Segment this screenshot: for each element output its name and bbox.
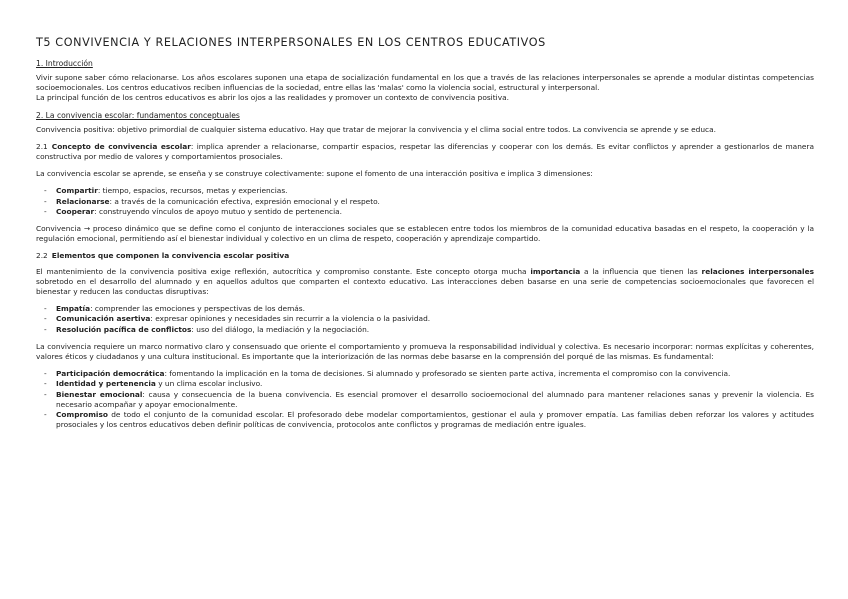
list-item: - Participación democrática: fomentando la implicación en la toma de decisiones. Si alumnado y profesorado se sienten parte activa, incrementa el compromiso con la convivencia. (56, 369, 814, 379)
intro-paragraph-1: Vivir supone saber cómo relacionarse. Los años escolares suponen una etapa de socialización fundamental en los que a través de las relaciones interpersonales se aprende a modular distintas competencias socioemocionales. Los centros educativos reciben influencias de la sociedad, entre ellas las 'malas' como la violencia social, estructural y interpersonal. (36, 73, 814, 93)
dimensions-list (36, 186, 814, 217)
list-item: - Compartir: tiempo, espacios, recursos, metas y experiencias. (56, 186, 814, 196)
intro-paragraph-2: La principal función de los centros educativos es abrir los ojos a las realidades y promover un contexto de convivencia positiva. (36, 93, 509, 103)
maintenance-paragraph: El mantenimiento de la convivencia positiva exige reflexión, autocrítica y compromiso constante. Este concepto otorga mucha importancia a la influencia que tienen las relaciones interpersonales sobretodo en el desarrollo del alumnado y en aquellos adultos que comparten el contexto educativo. Las interacciones deben basarse en una serie de competencias socioemocionales que favorecen el bienestar y reducen las conductas disruptivas: (36, 266, 814, 297)
list-item: - Identidad y pertenencia y un clima escolar inclusivo. (56, 379, 814, 389)
section-2-heading: 2. La convivencia escolar: fundamentos conceptuales (36, 110, 240, 120)
subsection-2-2: 2.2 Elementos que componen la convivencia escolar positiva (36, 251, 290, 261)
list-item: - Bienestar emocional: causa y consecuencia de la buena convivencia. Es esencial promover el desarrollo socioemocional del alumnado para mantener relaciones sanas y prevenir la violencia. Es necesario acompañar y apoyar emocionalmente. (56, 390, 814, 410)
positive-coexistence-paragraph: Convivencia positiva: objetivo primordial de cualquier sistema educativo. Hay que tratar de mejorar la convivencia y el clima social entre todos. La convivencia se aprende y se educa. (36, 124, 716, 134)
fundamentals-list (36, 369, 814, 430)
page-title: T5 CONVIVENCIA Y RELACIONES INTERPERSONALES EN LOS CENTROS EDUCATIVOS (36, 36, 546, 49)
dynamic-process-paragraph: Convivencia → proceso dinámico que se define como el conjunto de interacciones sociales que se establecen entre todos los miembros de la comunidad educativa basadas en el respeto, la cooperación y la regulación emocional, permitiendo así el bienestar individual y colectivo en un clima de respeto, cooperación y aprendizaje compartido. (36, 224, 814, 244)
dimensions-intro: La convivencia escolar se aprende, se enseña y se construye colectivamente: supone el fomento de una interacción positiva e implica 3 dimensiones: (36, 169, 593, 179)
list-item: - Comunicación asertiva: expresar opiniones y necesidades sin recurrir a la violencia o la pasividad. (56, 314, 814, 324)
list-item: - Relacionarse: a través de la comunicación efectiva, expresión emocional y el respeto. (56, 197, 814, 207)
normative-framework-paragraph: La convivencia requiere un marco normativo claro y consensuado que oriente el comportamiento y promueva la responsabilidad individual y colectiva. Es necesario incorporar: normas explícitas y coherentes, valores éticos y ciudadanos y una cultura institucional. Es importante que la interiorización de las normas debe basarse en la comprensión del porqué de las mismas. Es fundamental: (36, 341, 814, 362)
list-item: - Resolución pacífica de conflictos: uso del diálogo, la mediación y la negociación. (56, 325, 814, 335)
subsection-2-1: 2.1 Concepto de convivencia escolar: implica aprender a relacionarse, compartir espacios, respetar las diferencias y cooperar con los demás. Es evitar conflictos y aprender a gestionarlos de manera constructiva por medio de valores y comportamientos prosociales. (36, 141, 814, 162)
section-1-heading: 1. Introducción (36, 59, 93, 68)
competencies-list (36, 304, 814, 335)
list-item: - Compromiso de todo el conjunto de la comunidad escolar. El profesorado debe modelar comportamientos, gestionar el aula y promover empatía. Las familias deben reforzar los valores y actitudes prosociales y los centros educativos deben definir políticas de convivencia, protocolos ante conflictos y programas de mediación entre iguales. (56, 410, 814, 430)
list-item: - Cooperar: construyendo vínculos de apoyo mutuo y sentido de pertenencia. (56, 207, 814, 217)
list-item: - Empatía: comprender las emociones y perspectivas de los demás. (56, 304, 814, 314)
